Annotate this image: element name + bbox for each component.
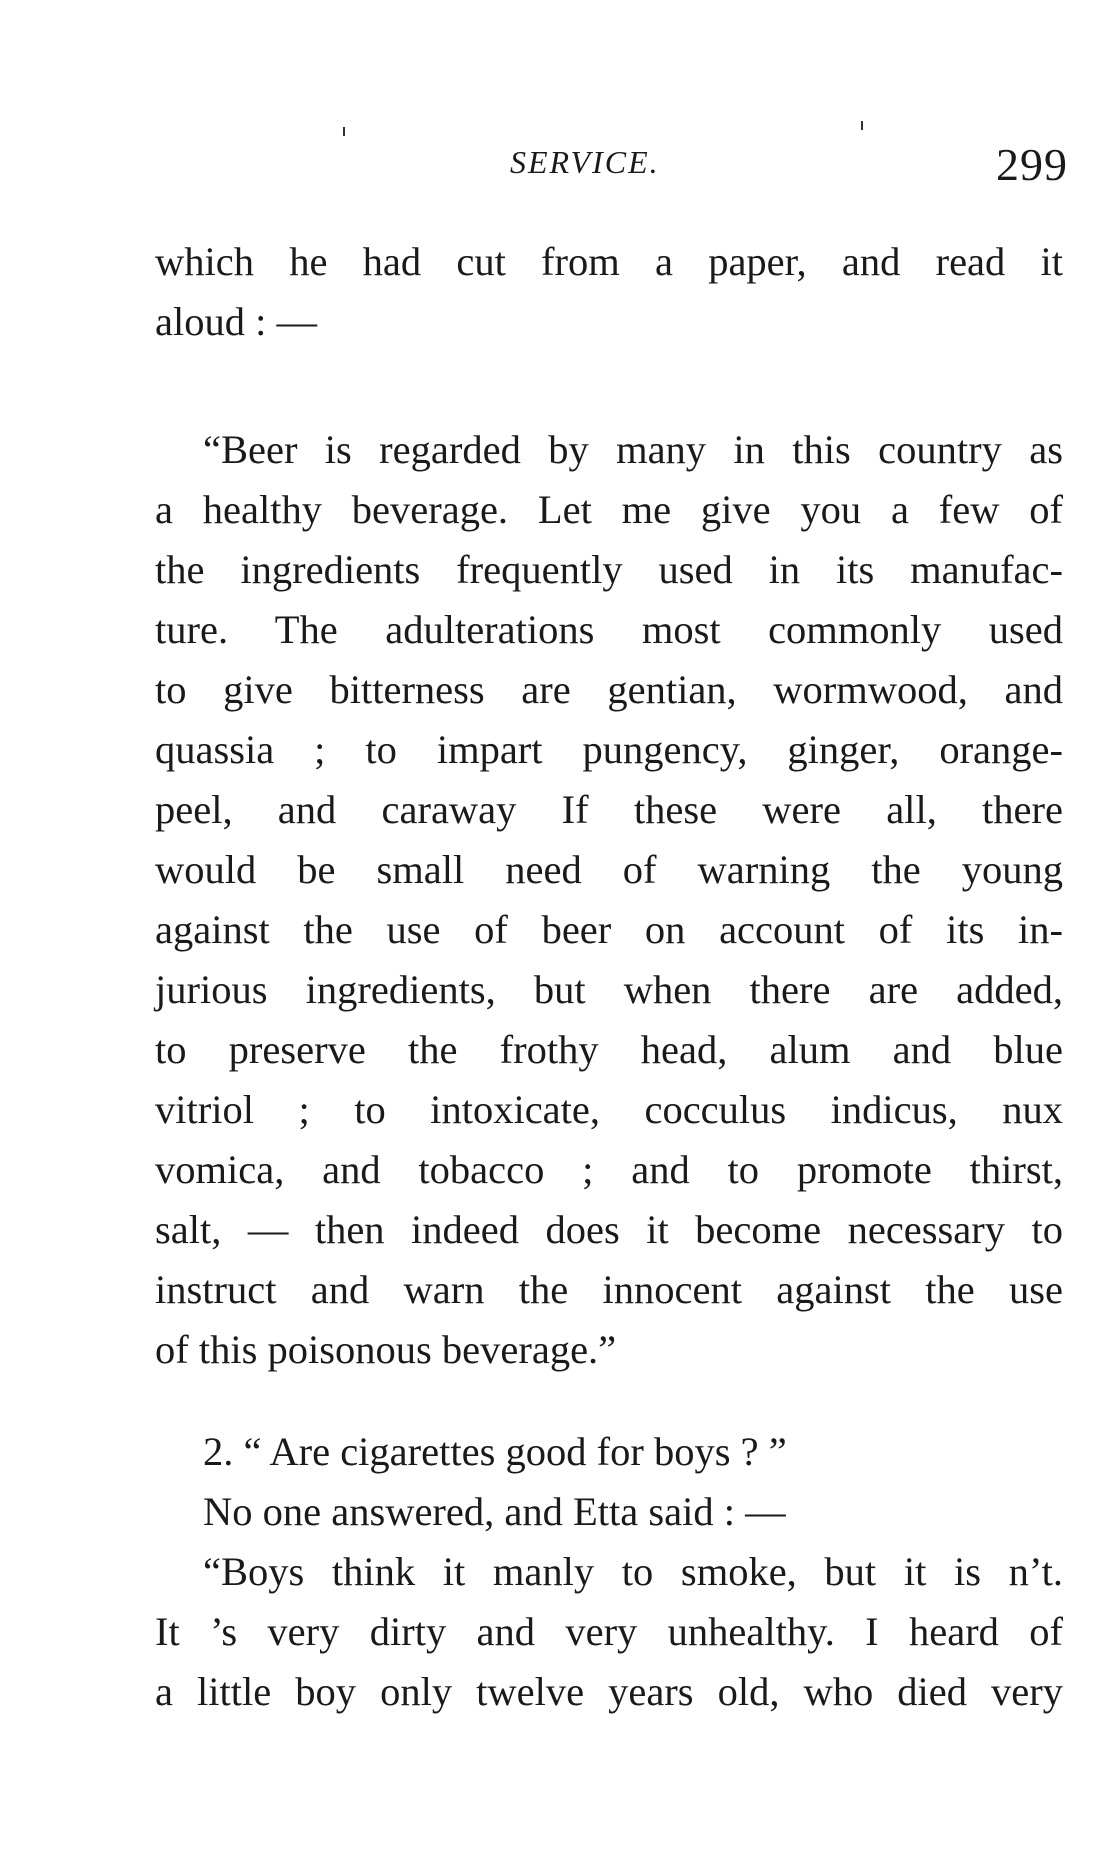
- second-section: [155, 1422, 1063, 1722]
- text-line: instruct and warn the innocent against the use: [155, 1267, 1063, 1312]
- text-line: “Beer is regarded by many in this country as: [203, 427, 1063, 472]
- running-head: SERVICE.: [510, 144, 660, 180]
- text-line: a little boy only twelve years old, who died very: [155, 1669, 1063, 1714]
- text-line: vomica, and tobacco ; and to promote thirst,: [155, 1147, 1063, 1192]
- text-line: against the use of beer on account of its in-: [155, 907, 1063, 952]
- text-line: of this poisonous beverage.”: [155, 1327, 617, 1372]
- text-line: peel, and caraway If these were all, there: [155, 787, 1063, 832]
- text-line: salt, — then indeed does it become necessary to: [155, 1207, 1063, 1252]
- page-header: [0, 139, 1118, 192]
- text-line: which he had cut from a paper, and read it: [155, 239, 1063, 284]
- text-line: to give bitterness are gentian, wormwood, and: [155, 667, 1063, 712]
- text-line: ture. The adulterations most commonly used: [155, 607, 1063, 652]
- text-line: No one answered, and Etta said : —: [203, 1489, 786, 1534]
- text-line: “Boys think it manly to smoke, but it is n’t.: [203, 1549, 1063, 1594]
- page-number: 299: [996, 139, 1068, 190]
- text-line: jurious ingredients, but when there are added,: [155, 967, 1063, 1012]
- text-line: vitriol ; to intoxicate, cocculus indicus, nux: [155, 1087, 1063, 1132]
- text-line: would be small need of warning the young: [155, 847, 1063, 892]
- text-line: a healthy beverage. Let me give you a few of: [155, 487, 1063, 532]
- text-line: 2. “ Are cigarettes good for boys ? ”: [203, 1429, 787, 1474]
- print-mark: [861, 121, 863, 130]
- print-mark: [343, 127, 345, 136]
- text-line: It ’s very dirty and very unhealthy. I heard of: [155, 1609, 1063, 1654]
- intro-paragraph: [155, 232, 1063, 352]
- text-line: the ingredients frequently used in its manufac-: [155, 547, 1063, 592]
- text-line: aloud : —: [155, 299, 317, 344]
- text-line: quassia ; to impart pungency, ginger, orange-: [155, 727, 1063, 772]
- text-line: to preserve the frothy head, alum and blue: [155, 1027, 1063, 1072]
- quote-paragraph: [155, 420, 1063, 1380]
